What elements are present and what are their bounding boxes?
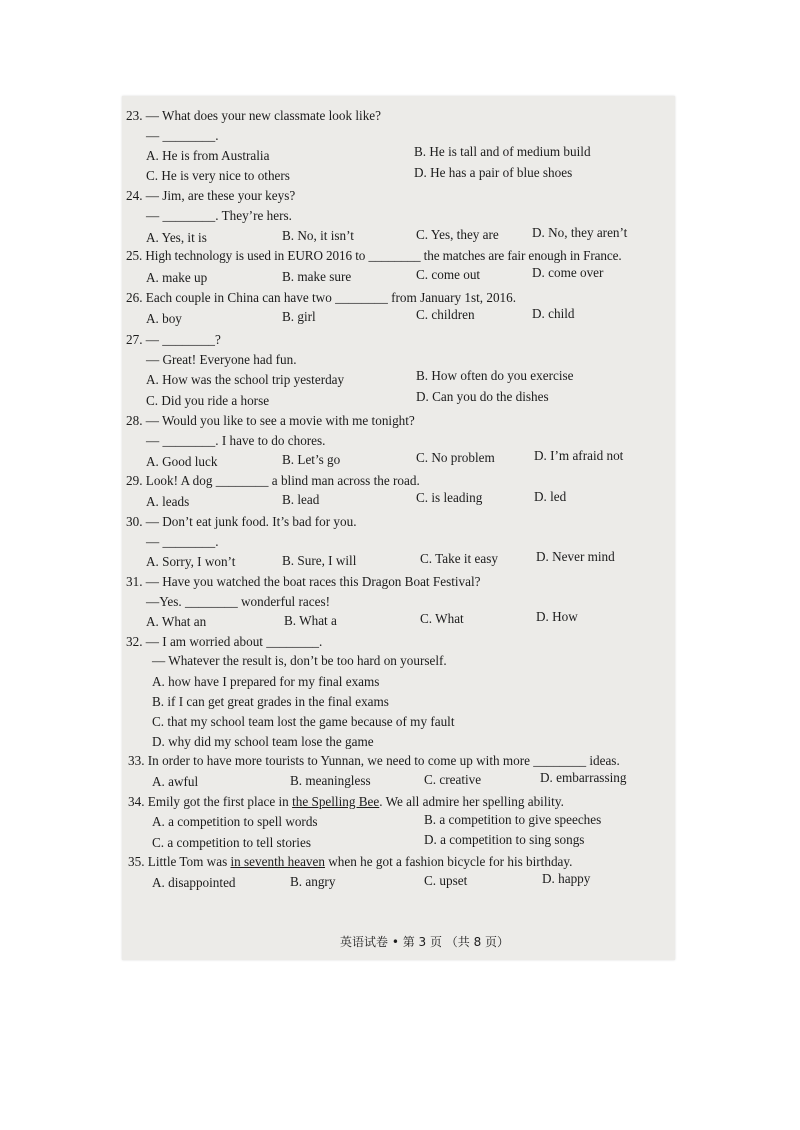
question-24-stem: 24. — Jim, are these your keys?: [126, 188, 296, 203]
question-35-option-d: D. happy: [542, 871, 591, 886]
question-27-option-c: C. Did you ride a horse: [146, 393, 270, 408]
question-25-option-d: D. come over: [532, 265, 604, 280]
question-26-option-c: C. children: [416, 307, 475, 322]
question-31-stem: 31. — Have you watched the boat races this Dragon Boat Festival?: [126, 574, 481, 589]
question-34-option-d: D. a competition to sing songs: [424, 832, 585, 847]
question-26-option-a: A. boy: [146, 311, 182, 326]
question-30-option-c: C. Take it easy: [420, 551, 498, 566]
question-34-stem-end: . We all admire her spelling ability.: [379, 794, 564, 809]
question-24-option-a: A. Yes, it is: [146, 230, 207, 245]
question-34-option-c: C. a competition to tell stories: [152, 835, 311, 850]
question-30-option-a: A. Sorry, I won’t: [146, 554, 236, 569]
question-31-option-d: D. How: [536, 609, 578, 624]
question-27-option-d: D. Can you do the dishes: [416, 389, 549, 404]
question-32-option-c: C. that my school team lost the game because of my fault: [152, 714, 455, 729]
question-24-option-c: C. Yes, they are: [416, 227, 499, 242]
question-34-option-a: A. a competition to spell words: [152, 814, 318, 829]
question-27-stem: 27. — ________?: [126, 332, 221, 347]
question-28-option-c: C. No problem: [416, 450, 495, 465]
question-33-option-b: B. meaningless: [290, 773, 371, 788]
question-32-reply-line: — Whatever the result is, don’t be too hard on yourself.: [152, 653, 447, 668]
question-31-option-a: A. What an: [146, 614, 207, 629]
question-23-option-a: A. He is from Australia: [146, 148, 270, 163]
page-footer: 英语试卷 • 第 3 页 （共 8 页）: [340, 935, 510, 949]
question-25-option-b: B. make sure: [282, 269, 352, 284]
question-34-underlined-phrase: the Spelling Bee: [292, 794, 380, 809]
question-35-option-a: A. disappointed: [152, 875, 236, 890]
question-31-answer-line: —Yes. ________ wonderful races!: [146, 594, 330, 609]
question-33-option-d: D. embarrassing: [540, 770, 627, 785]
question-31-option-b: B. What a: [284, 613, 337, 628]
question-23-option-c: C. He is very nice to others: [146, 168, 290, 183]
question-26-stem: 26. Each couple in China can have two ________ from January 1st, 2016.: [126, 290, 517, 305]
question-25-stem: 25. High technology is used in EURO 2016 to ________ the matches are fair enough in France.: [126, 248, 622, 263]
question-35-underlined-phrase: in seventh heaven: [230, 854, 325, 869]
question-30-stem: 30. — Don’t eat junk food. It’s bad for you.: [126, 514, 357, 529]
exam-page: [122, 96, 675, 960]
question-32-stem: 32. — I am worried about ________.: [126, 634, 323, 649]
question-31-option-c: C. What: [420, 611, 464, 626]
question-26-option-d: D. child: [532, 306, 575, 321]
question-28-answer-line: — ________. I have to do chores.: [146, 433, 326, 448]
question-28-stem: 28. — Would you like to see a movie with me tonight?: [126, 413, 415, 428]
question-24-answer-line: — ________. They’re hers.: [146, 208, 292, 223]
question-27-option-b: B. How often do you exercise: [416, 368, 574, 383]
question-28-option-a: A. Good luck: [146, 454, 218, 469]
question-29-option-d: D. led: [534, 489, 567, 504]
question-33-option-c: C. creative: [424, 772, 482, 787]
question-35-stem: [128, 854, 572, 870]
question-24-option-d: D. No, they aren’t: [532, 225, 628, 240]
question-32-option-d: D. why did my school team lose the game: [152, 734, 374, 749]
question-29-option-c: C. is leading: [416, 490, 483, 505]
question-23-answer-line: — ________.: [146, 128, 219, 143]
question-29-stem: 29. Look! A dog ________ a blind man across the road.: [126, 473, 420, 488]
question-28-option-b: B. Let’s go: [282, 452, 341, 467]
question-29-option-a: A. leads: [146, 494, 190, 509]
question-30-option-b: B. Sure, I will: [282, 553, 357, 568]
question-27-reply-line: — Great! Everyone had fun.: [146, 352, 297, 367]
question-23-option-d: D. He has a pair of blue shoes: [414, 165, 573, 180]
question-25-option-a: A. make up: [146, 270, 208, 285]
question-30-option-d: D. Never mind: [536, 549, 615, 564]
question-30-answer-line: — ________.: [146, 534, 219, 549]
question-28-option-d: D. I’m afraid not: [534, 448, 624, 463]
question-27-option-a: A. How was the school trip yesterday: [146, 372, 345, 387]
question-25-option-c: C. come out: [416, 267, 481, 282]
question-34-stem: [128, 794, 564, 810]
question-29-option-b: B. lead: [282, 492, 320, 507]
question-32-option-a: A. how have I prepared for my final exams: [152, 674, 380, 689]
question-23-stem: 23. — What does your new classmate look like?: [126, 108, 382, 123]
question-24-option-b: B. No, it isn’t: [282, 228, 354, 243]
question-35-stem-start: 35. Little Tom was: [128, 854, 231, 869]
question-33-stem: 33. In order to have more tourists to Yunnan, we need to come up with more ________ ideas.: [128, 753, 620, 768]
question-32-option-b: B. if I can get great grades in the final exams: [152, 694, 389, 709]
question-35-option-c: C. upset: [424, 873, 468, 888]
question-35-stem-end: when he got a fashion bicycle for his birthday.: [324, 854, 573, 869]
question-35-option-b: B. angry: [290, 874, 336, 889]
question-34-option-b: B. a competition to give speeches: [424, 812, 602, 827]
question-33-option-a: A. awful: [152, 774, 199, 789]
question-23-option-b: B. He is tall and of medium build: [414, 144, 591, 159]
question-34-stem-start: 34. Emily got the first place in: [128, 794, 293, 809]
question-26-option-b: B. girl: [282, 309, 316, 324]
